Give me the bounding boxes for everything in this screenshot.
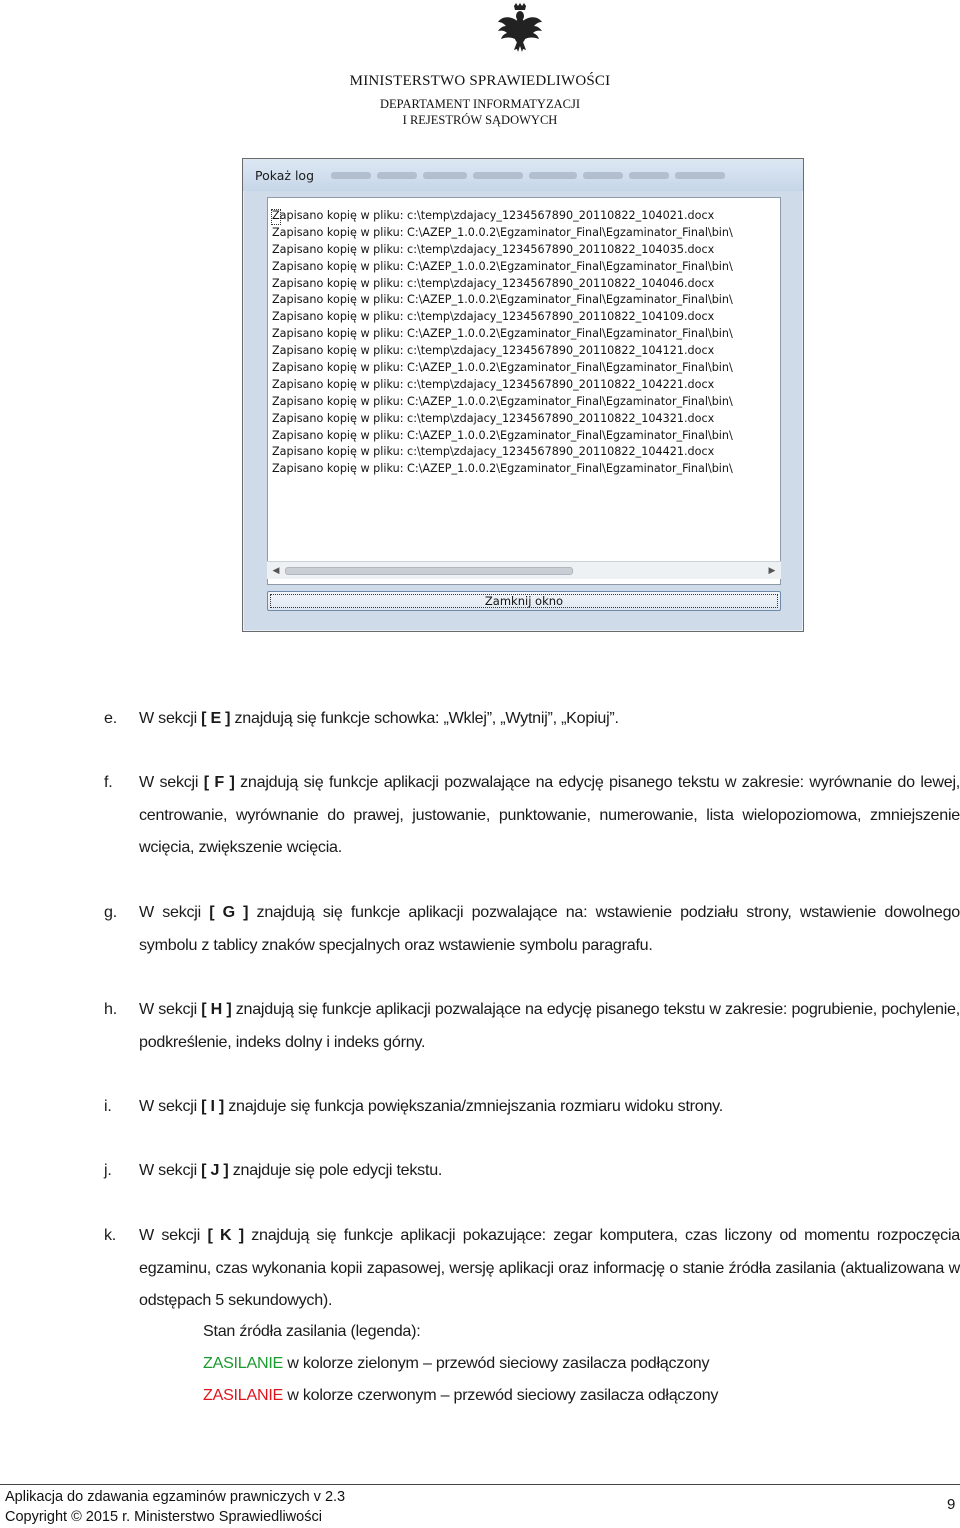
- item-label: h.: [104, 1000, 117, 1018]
- log-line[interactable]: Zapisano kopię w pliku: C:\AZEP_1.0.0.2\Egzaminator_Final\Egzaminator_Final\bin\: [272, 428, 733, 442]
- list-item-e: [104, 702, 960, 735]
- footer-divider: [0, 1484, 960, 1485]
- item-label: k.: [104, 1226, 117, 1244]
- close-window-button[interactable]: Zamknij okno: [267, 591, 781, 611]
- log-listbox[interactable]: [267, 197, 781, 585]
- item-label: e.: [104, 709, 117, 727]
- log-line[interactable]: Zapisano kopię w pliku: C:\AZEP_1.0.0.2\Egzaminator_Final\Egzaminator_Final\bin\: [272, 361, 733, 375]
- log-line[interactable]: Zapisano kopię w pliku: c:\temp\zdajacy_1234567890_20110822_104421.docx: [272, 445, 715, 459]
- list-item-j: [104, 1154, 960, 1187]
- dialog-title: Pokaż log: [255, 168, 315, 183]
- log-list: [272, 208, 776, 478]
- log-line[interactable]: Zapisano kopię w pliku: c:\temp\zdajacy_1234567890_20110822_104021.docx: [272, 209, 715, 222]
- item-text: znajduje się pole edycji tekstu.: [228, 1161, 443, 1179]
- red-power-label: ZASILANIE: [203, 1386, 284, 1404]
- legend-green: [203, 1354, 709, 1373]
- polish-eagle-emblem: [497, 2, 543, 54]
- blurred-text: [377, 172, 417, 179]
- section-key: [ K ]: [207, 1226, 244, 1244]
- list-item-i: [104, 1090, 960, 1123]
- log-line[interactable]: Zapisano kopię w pliku: C:\AZEP_1.0.0.2\Egzaminator_Final\Egzaminator_Final\bin\: [272, 462, 733, 476]
- log-line[interactable]: Zapisano kopię w pliku: c:\temp\zdajacy_1234567890_20110822_104046.docx: [272, 276, 715, 290]
- item-text: W sekcji: [139, 1226, 208, 1244]
- department-name-2: I REJESTRÓW SĄDOWYCH: [402, 113, 558, 127]
- scroll-left-icon[interactable]: ◀: [272, 565, 280, 575]
- blurred-text: [423, 172, 467, 179]
- legend-title: Stan źródła zasilania (legenda):: [203, 1322, 421, 1340]
- item-text: znajdują się funkcje aplikacji pokazujące: zegar komputera, czas liczony od momentu rozpoczęcia egzaminu, czas wykonania kopii zapasowej, wersję aplikacji oraz informację o stanie źródła zasilania (aktualizowana w odstępach 5 sekundowych).: [139, 1226, 960, 1309]
- ministry-name: MINISTERSTWO SPRAWIEDLIWOŚCI: [349, 73, 611, 89]
- blurred-text: [629, 172, 669, 179]
- footer-copyright: Copyright © 2015 r. Ministerstwo Sprawiedliwości: [5, 1509, 322, 1525]
- section-key: [ F ]: [203, 773, 235, 791]
- log-line[interactable]: Zapisano kopię w pliku: c:\temp\zdajacy_1234567890_20110822_104035.docx: [272, 242, 715, 256]
- item-label: g.: [104, 903, 117, 921]
- log-line[interactable]: Zapisano kopię w pliku: C:\AZEP_1.0.0.2\Egzaminator_Final\Egzaminator_Final\bin\: [272, 259, 733, 273]
- item-text: W sekcji: [139, 773, 204, 791]
- item-text: W sekcji: [139, 1000, 202, 1018]
- log-line[interactable]: Zapisano kopię w pliku: c:\temp\zdajacy_1234567890_20110822_104121.docx: [272, 344, 715, 358]
- blurred-text: [583, 172, 623, 179]
- blurred-text: [529, 172, 577, 179]
- item-label: j.: [104, 1161, 112, 1179]
- item-label: i.: [104, 1097, 112, 1115]
- item-text: W sekcji: [139, 903, 210, 921]
- list-item-k: [104, 1219, 960, 1317]
- log-line[interactable]: Zapisano kopię w pliku: c:\temp\zdajacy_1234567890_20110822_104221.docx: [272, 377, 715, 391]
- item-text: W sekcji: [139, 1161, 202, 1179]
- log-line[interactable]: Zapisano kopię w pliku: C:\AZEP_1.0.0.2\Egzaminator_Final\Egzaminator_Final\bin\: [272, 327, 733, 341]
- horizontal-scrollbar[interactable]: [267, 561, 781, 579]
- blurred-text: [675, 172, 725, 179]
- log-line[interactable]: Zapisano kopię w pliku: c:\temp\zdajacy_1234567890_20110822_104109.docx: [272, 310, 715, 324]
- department-name: DEPARTAMENT INFORMATYZACJI: [379, 97, 580, 111]
- item-text: znajdują się funkcje aplikacji pozwalające na edycję pisanego tekstu w zakresie: wyrównanie do lewej, centrowanie, wyrównanie do prawej, justowanie, punktowanie, numerowanie, lista wielopoziomowa, zmniejszenie wcięcia, zwiększenie wcięcia.: [139, 773, 960, 856]
- item-text: znajduje się funkcja powiększania/zmniejszania rozmiaru widoku strony.: [224, 1097, 723, 1115]
- page-number: 9: [947, 1496, 956, 1513]
- scroll-right-icon[interactable]: ▶: [768, 565, 776, 575]
- show-log-dialog: [242, 158, 804, 632]
- log-line[interactable]: Zapisano kopię w pliku: C:\AZEP_1.0.0.2\Egzaminator_Final\Egzaminator_Final\bin\: [272, 293, 733, 307]
- item-text: W sekcji: [139, 1097, 202, 1115]
- log-line[interactable]: Zapisano kopię w pliku: c:\temp\zdajacy_1234567890_20110822_104321.docx: [272, 411, 715, 425]
- item-label: f.: [104, 773, 113, 791]
- log-line[interactable]: Zapisano kopię w pliku: C:\AZEP_1.0.0.2\Egzaminator_Final\Egzaminator_Final\bin\: [272, 225, 733, 239]
- section-key: [ H ]: [201, 1000, 232, 1018]
- dialog-titlebar[interactable]: [243, 159, 803, 191]
- log-line[interactable]: Zapisano kopię w pliku: C:\AZEP_1.0.0.2\Egzaminator_Final\Egzaminator_Final\bin\: [272, 394, 733, 408]
- list-item-g: [104, 896, 960, 961]
- legend-text: w kolorze czerwonym – przewód sieciowy zasilacza odłączony: [283, 1386, 719, 1404]
- list-item-f: [104, 766, 960, 864]
- item-text: znajdują się funkcje aplikacji pozwalające na edycję pisanego tekstu w zakresie: pogrubienie, pochylenie, podkreślenie, indeks dolny i indeks górny.: [139, 1000, 960, 1051]
- green-power-label: ZASILANIE: [203, 1354, 284, 1372]
- legend-red: [203, 1386, 718, 1405]
- legend-text: w kolorze zielonym – przewód sieciowy zasilacza podłączony: [283, 1354, 710, 1372]
- section-key: [ I ]: [201, 1097, 225, 1115]
- blurred-text: [331, 172, 371, 179]
- item-text: W sekcji: [139, 709, 202, 727]
- item-text: znajdują się funkcje aplikacji pozwalające na: wstawienie podziału strony, wstawienie dowolnego symbolu z tablicy znaków specjalnych oraz wstawienie symbolu paragrafu.: [139, 903, 960, 954]
- section-key: [ G ]: [209, 903, 249, 921]
- section-key: [ E ]: [201, 709, 231, 727]
- footer-app-name: Aplikacja do zdawania egzaminów prawniczych v 2.3: [5, 1489, 346, 1505]
- list-item-h: [104, 993, 960, 1058]
- section-key: [ J ]: [201, 1161, 229, 1179]
- item-text: znajdują się funkcje schowka: „Wklej”, „Wytnij”, „Kopiuj”.: [230, 709, 619, 727]
- blurred-text: [473, 172, 523, 179]
- scrollbar-thumb[interactable]: [285, 567, 573, 575]
